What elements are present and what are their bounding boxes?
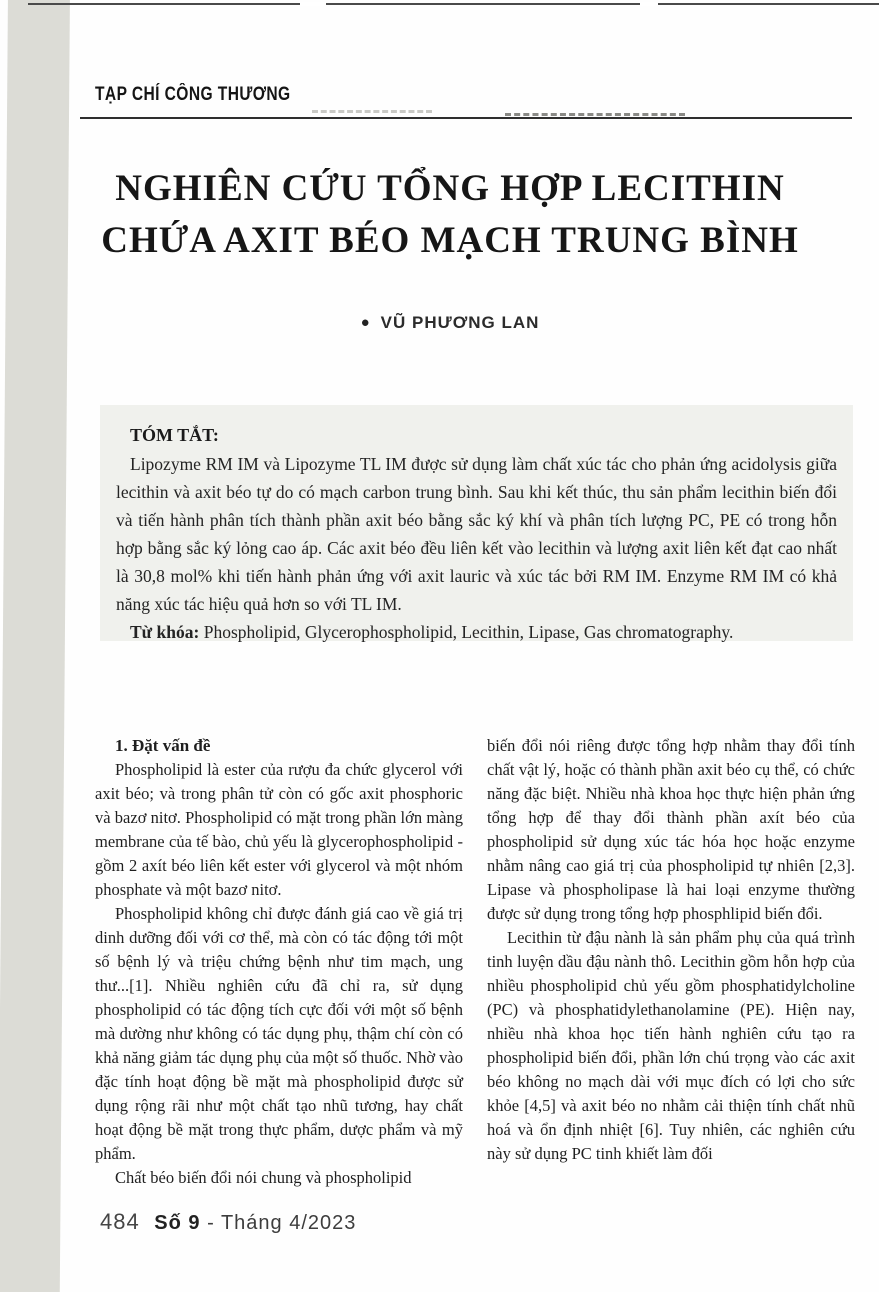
abstract-heading: TÓM TẮT: bbox=[130, 425, 219, 445]
issue-date: - Tháng 4/2023 bbox=[207, 1212, 357, 1234]
author-bullet-icon: ● bbox=[360, 314, 371, 331]
article-title bbox=[60, 163, 840, 267]
keywords-label: Từ khóa: bbox=[130, 622, 200, 642]
article-title-line2: CHỨA AXIT BÉO MẠCH TRUNG BÌNH bbox=[101, 220, 799, 261]
abstract-text: Lipozyme RM IM và Lipozyme TL IM được sử dụng làm chất xúc tác cho phản ứng acidolysis giữa lecithin và axit béo tự do có mạch carbon trung bình. Sau khi kết thúc, thu sản phẩm lecithin biến đổi và tiến hành phân tích thành phần axit béo bằng sắc ký khí và phân tích lượng PC, PE có trong hỗn hợp bằng sắc ký lỏng cao áp. Các axit béo đều liên kết vào lecithin và lượng axit liên kết đạt cao nhất là 30,8 mol% khi tiến hành phản ứng với axit lauric và xúc tác bởi RM IM. Enzyme RM IM có khả năng xúc tác hiệu quả hơn so với TL IM. bbox=[116, 454, 837, 614]
paragraph: Lecithin từ đậu nành là sản phẩm phụ của quá trình tinh luyện dầu đậu nành thô. Lecithin gồm hỗn hợp của nhiều phospholipid chủ yếu gồm phosphatidylcholine (PC) và phosphatidylethanolamine (PE). Hiện nay, nhiều nhà khoa học tiến hành nghiên cứu tạo ra phospholipid biến đổi, phần lớn chú trọng vào các axit béo không no mạch dài với mục đích có lợi cho sức khỏe [4,5] và axit béo no nhằm cải thiện tính chất nhũ hoá và ổn định nhiệt [6]. Tuy nhiên, các nghiên cứu này sử dụng PC tinh khiết làm đối bbox=[487, 928, 855, 1163]
article-title-line1: NGHIÊN CỨU TỔNG HỢP LECITHIN bbox=[115, 168, 785, 209]
body-left-column bbox=[95, 734, 463, 1190]
top-scan-line bbox=[28, 3, 879, 5]
keywords-text: Phospholipid, Glycerophospholipid, Lecithin, Lipase, Gas chromatography. bbox=[199, 622, 734, 642]
paragraph: biến đổi nói riêng được tổng hợp nhằm thay đổi tính chất vật lý, hoặc có thành phần axit béo cụ thể, có chức năng đặc biệt. Nhiều nhà khoa học thực hiện phản ứng tổng hợp để thay đổi thành phần axít béo của phospholipid sử dụng xúc tác hóa học hoặc enzyme nhằm nâng cao giá trị của phospholipid tự nhiên [2,3]. Lipase và phospholipase là hai loại enzyme thường được sử dụng trong tổng hợp phosphlipid biến đổi. bbox=[487, 736, 855, 923]
header-rule-dash-artifact bbox=[505, 113, 685, 116]
author-line bbox=[60, 313, 840, 333]
body-right-column bbox=[487, 734, 855, 1166]
paragraph: Phospholipid không chỉ được đánh giá cao về giá trị dinh dưỡng đối với cơ thể, mà còn có tác động tới một số bệnh lý và triệu chứng bệnh như tim mạch, ung thư...[1]. Nhiều nghiên cứu đã chỉ ra, sử dụng phospholipid có tác động tích cực đối với một số bệnh mà dường như không có tác dụng phụ, thậm chí còn có khả năng giảm tác dụng phụ của một số thuốc. Nhờ vào đặc tính hoạt động bề mặt mà phospholipid được sử dụng rộng rãi như một chất tạo nhũ tương, hay chất hoạt động bề mặt trong thực phẩm, dược phẩm và mỹ phẩm. bbox=[95, 904, 463, 1163]
top-scan-line-gap bbox=[640, 2, 658, 6]
keywords-line bbox=[116, 618, 837, 646]
page-number: 484 bbox=[100, 1209, 140, 1234]
paragraph: Chất béo biến đổi nói chung và phospholipid bbox=[115, 1168, 412, 1187]
issue-number: Số 9 bbox=[154, 1212, 201, 1234]
top-scan-line-gap bbox=[300, 2, 326, 6]
author-name: VŨ PHƯƠNG LAN bbox=[380, 313, 540, 332]
header-rule-dash-artifact bbox=[312, 110, 432, 113]
section-heading: 1. Đặt vấn đề bbox=[115, 736, 211, 755]
abstract-box bbox=[100, 405, 853, 641]
footer bbox=[100, 1209, 356, 1235]
paragraph: Phospholipid là ester của rượu đa chức glycerol với axit béo; và trong phân tử còn có gốc axit phosphoric và bazơ nitơ. Phospholipid có mặt trong phần lớn màng membrane của tế bào, chủ yếu là glycerophospholipid - gồm 2 axít béo liên kết ester với glycerol và một nhóm phosphate và một bazơ nitơ. bbox=[95, 760, 463, 899]
journal-name: TẠP CHÍ CÔNG THƯƠNG bbox=[95, 84, 291, 105]
header-rule bbox=[80, 117, 852, 119]
